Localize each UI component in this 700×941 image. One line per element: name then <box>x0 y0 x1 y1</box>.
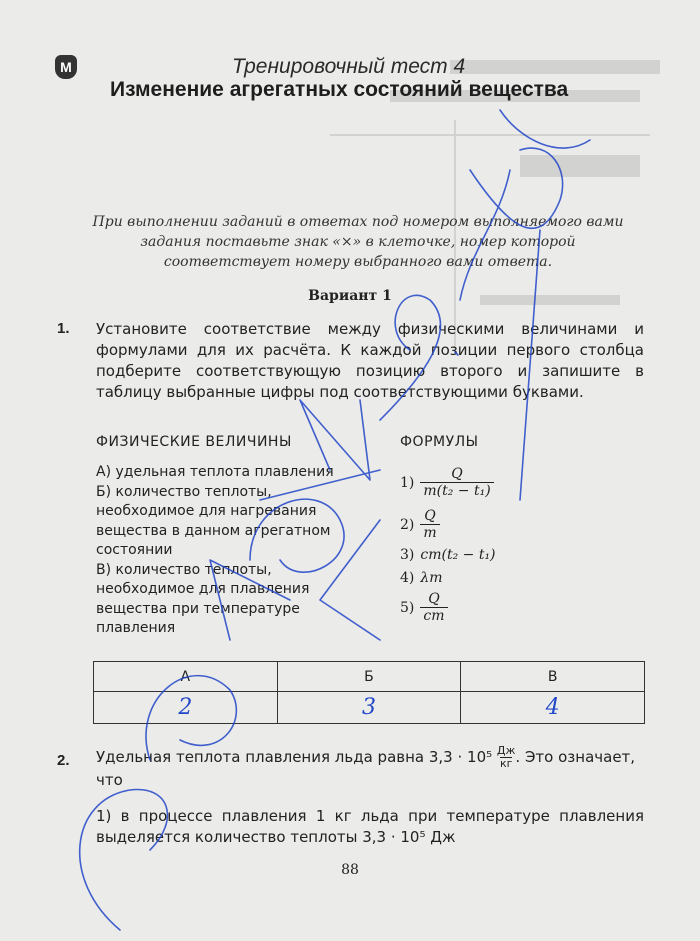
formula-1-fraction <box>420 466 493 499</box>
formula-5-fraction <box>420 591 447 624</box>
formula-5-numerator: Q <box>428 591 440 607</box>
answer-cell-c[interactable]: 4 <box>461 692 645 724</box>
formula-2-numerator: Q <box>424 508 436 524</box>
quantities-list <box>96 463 371 639</box>
formula-2-denominator: m <box>420 524 439 541</box>
formula-2 <box>400 508 440 541</box>
formula-5-denominator: cm <box>420 607 447 624</box>
column-header-quantities: ФИЗИЧЕСКИЕ ВЕЛИЧИНЫ <box>96 434 292 450</box>
question-1-number: 1. <box>57 320 70 337</box>
formula-5 <box>400 591 448 624</box>
answer-header-c: В <box>461 662 645 692</box>
answer-header-a: А <box>94 662 278 692</box>
formula-1-label: 1) <box>400 474 415 491</box>
publisher-logo: М <box>55 55 77 79</box>
page-title: Изменение агрегатных состояний вещества <box>110 78 569 101</box>
answer-table <box>93 661 645 724</box>
formula-1 <box>400 466 494 499</box>
unit-fraction <box>497 745 516 770</box>
formula-3 <box>400 547 496 563</box>
formula-3-expression: cm(t₂ − t₁) <box>420 547 496 563</box>
test-subtitle: Тренировочный тест 4 <box>232 55 466 78</box>
question-2-option-1[interactable]: 1) в процессе плавления 1 кг льда при температуре плавления выделяется количество теплоты 3,3 · 10⁵ Дж <box>96 807 644 846</box>
unit-denominator: кг <box>499 757 513 770</box>
answer-header-b: Б <box>277 662 461 692</box>
instructions: При выполнении заданий в ответах под номером выполняемого вами задания поставьте знак «×» в клеточке, номер которой соответствует номеру выбранного вами ответа. <box>92 214 624 270</box>
quantity-item-c: В) количество теплоты, необходимое для плавления вещества при температуре плавления <box>96 561 310 636</box>
column-header-formulas: ФОРМУЛЫ <box>400 434 479 450</box>
formula-2-fraction <box>420 508 439 541</box>
formula-2-label: 2) <box>400 516 415 533</box>
question-2-text-before: Удельная теплота плавления льда равна 3,3 · 10⁵ <box>96 748 493 766</box>
unit-numerator: Дж <box>496 744 516 757</box>
formula-3-label: 3) <box>400 547 415 563</box>
question-1-text: Установите соответствие между физическими величинами и формулами для их расчёта. К каждой позиции первого столбца подберите соответствующую позицию второго и запишите в таблицу выбранные цифры под соответствующими буквами. <box>96 320 644 401</box>
quantity-item-a: А) удельная теплота плавления <box>96 464 334 480</box>
answer-cell-b[interactable]: 3 <box>277 692 461 724</box>
formula-1-numerator: Q <box>451 466 463 482</box>
formula-4 <box>400 570 443 586</box>
variant-heading: Вариант 1 <box>308 288 392 304</box>
question-2-text <box>96 745 644 791</box>
answer-cell-a[interactable]: 2 <box>94 692 278 724</box>
formula-5-label: 5) <box>400 599 415 616</box>
formula-4-expression: λm <box>420 570 443 586</box>
quantity-item-b: Б) количество теплоты, необходимое для нагревания вещества в данном агрегатном состоянии <box>96 483 331 558</box>
question-2-number: 2. <box>57 752 70 769</box>
formula-4-label: 4) <box>400 570 415 586</box>
formula-1-denominator: m(t₂ − t₁) <box>420 482 493 499</box>
question-2-text-after: . Это означает, что <box>96 748 636 789</box>
page-number: 88 <box>341 862 359 878</box>
